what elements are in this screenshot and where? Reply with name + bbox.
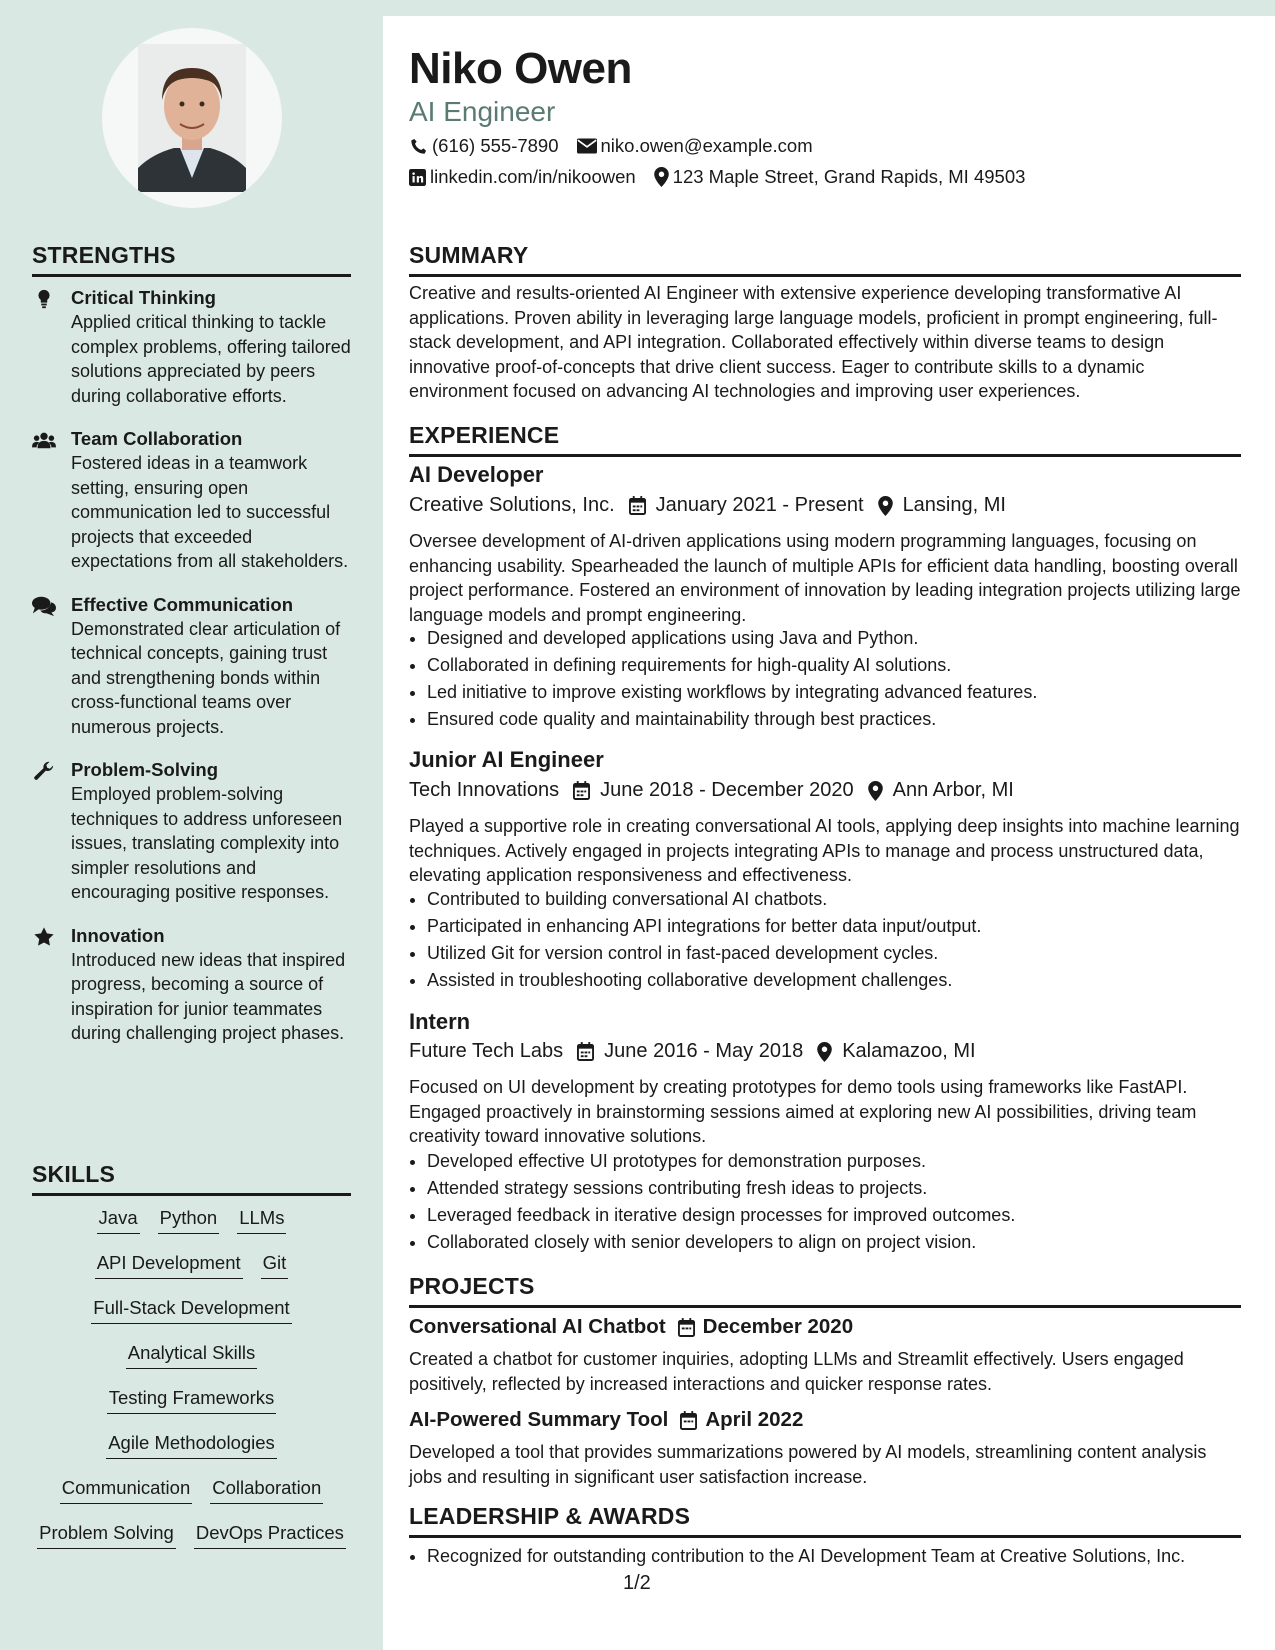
job-role: Junior AI Engineer [409,747,604,772]
strength-item [32,924,352,1046]
phone-text: (616) 555-7890 [432,135,559,156]
job-company: Creative Solutions, Inc. [409,494,615,516]
job-dates: January 2021 - Present [655,494,864,516]
job-bullets [409,886,1259,994]
project-date: December 2020 [702,1315,854,1338]
list-item: • Leveraged feedback in iterative design processes for improved outcomes. [427,1202,1259,1229]
project-title: Conversational AI Chatbot [409,1315,666,1338]
email-contact[interactable] [577,135,813,157]
list-item: • Collaborated in defining requirements for high-quality AI solutions. [427,652,1259,679]
job-meta [409,494,1020,517]
top-band [383,0,1275,16]
calendar-icon [629,496,646,515]
experience-heading: EXPERIENCE [409,422,1241,457]
job-location-wrap [878,494,1006,517]
leadership-heading: LEADERSHIP & AWARDS [409,1503,1241,1538]
contact-row [409,166,1043,188]
skill-tag: DevOps Practices [194,1520,346,1549]
skill-tag: Problem Solving [37,1520,176,1549]
skill-tag: Git [261,1250,289,1279]
job-location-wrap [817,1040,975,1063]
strengths-list [32,286,352,1065]
job-bullets [409,625,1259,733]
summary-text: Creative and results-oriented AI Engineer with extensive experience developing transformative AI applications. Proven ability in leveraging large language models, proficient in prompt engineering, full-stack development, and API integration. Collaborated effectively within diverse teams to design innovative proof-of-concepts that drive client success. Eager to contribute skills to a dynamic environment focused on advancing AI technologies and improving user experiences. [409,283,1218,401]
list-item: • Designed and developed applications using Java and Python. [427,625,1259,652]
skill-tag: Collaboration [210,1475,323,1504]
job-dates-wrap [577,1040,803,1063]
summary-heading: SUMMARY [409,242,1241,277]
phone-icon [409,137,428,156]
skill-tag: API Development [95,1250,243,1279]
strength-item [32,758,352,905]
strength-item [32,593,352,740]
project-date: April 2022 [705,1408,804,1431]
skills-list [32,1205,351,1565]
job-bullets [409,1148,1259,1256]
calendar-icon [577,1042,594,1061]
job-role: AI Developer [409,462,544,487]
skill-tag: LLMs [237,1205,286,1234]
projects-heading: PROJECTS [409,1273,1241,1308]
candidate-name: Niko Owen [409,44,632,93]
skill-tag: Testing Frameworks [107,1385,277,1414]
map-marker-icon [878,496,893,516]
wrench-icon [32,760,56,782]
job-location-wrap [868,779,1014,802]
address-contact [654,166,1026,188]
skill-tag: Java [97,1205,140,1234]
strength-text: Fostered ideas in a teamwork setting, ensuring open communication led to successful projects that exceeded expectations from all stakeholders. [71,453,349,571]
list-item: • Led initiative to improve existing workflows by integrating advanced features. [427,679,1259,706]
users-icon [32,429,56,451]
contact-row [409,135,831,157]
job-location: Ann Arbor, MI [892,779,1014,801]
list-item: • Developed effective UI prototypes for demonstration purposes. [427,1148,1259,1175]
strength-item [32,286,352,408]
profile-photo [102,28,282,208]
job-dates-wrap [629,494,864,517]
project-text: Developed a tool that provides summarizations powered by AI models, streamlining content analysis jobs and resulting in significant user satisfaction increase. [409,1442,1207,1487]
job-location: Kalamazoo, MI [842,1040,976,1062]
star-icon [32,926,56,948]
list-item: • Recognized for outstanding contribution to the AI Development Team at Creative Solutions, Inc. [427,1543,1259,1570]
comments-icon [32,595,56,617]
avatar [102,28,282,208]
strength-item [32,427,352,574]
strengths-heading: STRENGTHS [32,242,351,277]
map-marker-icon [654,167,669,187]
job-dates-wrap [573,779,854,802]
skill-tag: Agile Methodologies [106,1430,277,1459]
linkedin-text[interactable]: linkedin.com/in/nikoowen [430,166,636,187]
job-dates: June 2016 - May 2018 [604,1040,804,1062]
strength-text: Applied critical thinking to tackle complex problems, offering tailored solutions appreciated by peers during collaborative efforts. [71,312,351,406]
job-meta [409,1040,990,1063]
strength-text: Introduced new ideas that inspired progress, becoming a source of inspiration for junior teammates during challenging project phases. [71,949,346,1043]
skill-tag: Communication [60,1475,193,1504]
job-description: Oversee development of AI-driven applications using modern programming languages, focusing on enhancing usability. Spearheaded the launch of multiple APIs for efficient data handling, boosting overall project performance. Fostered an environment of innovation by leading integration projects utilizing large language models and prompt engineering. [409,531,1241,625]
skill-tag: Python [158,1205,220,1234]
candidate-title: AI Engineer [409,96,556,127]
linkedin-icon [409,169,426,186]
lightbulb-icon [32,288,56,310]
job-location: Lansing, MI [902,494,1006,516]
job-role: Intern [409,1009,471,1034]
calendar-icon [678,1318,695,1337]
strength-title: Effective Communication [71,593,294,615]
map-marker-icon [868,781,883,801]
project-title-row [409,1315,853,1339]
list-item: • Collaborated closely with senior developers to align on project vision. [427,1229,1259,1256]
strength-title: Innovation [71,924,165,946]
strength-title: Problem-Solving [71,759,218,780]
job-company: Tech Innovations [409,779,560,801]
leadership-bullets [409,1543,1259,1570]
email-text[interactable]: niko.owen@example.com [600,135,813,156]
strength-text: Employed problem-solving techniques to address unforeseen issues, translating complexity into simpler resolutions and encouraging positive responses. [71,784,343,902]
calendar-icon [573,781,590,800]
job-description: Played a supportive role in creating conversational AI tools, applying deep insights into machine learning techniques. Actively engaged in projects integrating APIs to manage and process unstructured data, elevating application responsiveness and effectiveness. [409,816,1240,885]
project-title: AI-Powered Summary Tool [409,1408,669,1431]
skill-tag: Full-Stack Development [91,1295,291,1324]
strength-title: Team Collaboration [71,428,243,449]
map-marker-icon [817,1042,832,1062]
list-item: • Utilized Git for version control in fast-paced development cycles. [427,940,1259,967]
skills-heading: SKILLS [32,1161,351,1196]
job-description: Focused on UI development by creating prototypes for demo tools using frameworks like FastAPI. Engaged proactively in brainstorming sessions aimed at exploring new AI possibilities, driving team creativity toward innovative solutions. [409,1077,1197,1146]
list-item: • Participated in enhancing API integrations for better data input/output. [427,913,1259,940]
project-text: Created a chatbot for customer inquiries, adopting LLMs and Streamlit effectively. Users engaged positively, reflected by increased interactions and quicker response rates. [409,1349,1184,1394]
job-meta [409,779,1028,802]
calendar-icon [680,1411,697,1430]
list-item: • Ensured code quality and maintainability through best practices. [427,706,1259,733]
strength-title: Critical Thinking [71,287,216,308]
list-item: • Assisted in troubleshooting collaborative development challenges. [427,967,1259,994]
linkedin-contact[interactable] [409,166,636,188]
project-title-row [409,1408,803,1432]
envelope-icon [577,138,597,154]
address-text: 123 Maple Street, Grand Rapids, MI 49503 [672,166,1026,187]
list-item: • Attended strategy sessions contributing fresh ideas to projects. [427,1175,1259,1202]
phone-contact [409,135,559,157]
job-dates: June 2018 - December 2020 [600,779,854,801]
strength-text: Demonstrated clear articulation of technical concepts, gaining trust and strengthening bonds within cross-functional teams over numerous projects. [71,618,341,737]
job-company: Future Tech Labs [409,1040,564,1062]
skill-tag: Analytical Skills [126,1340,258,1369]
page-number: 1/2 [623,1572,651,1594]
list-item: • Contributed to building conversational AI chatbots. [427,886,1259,913]
